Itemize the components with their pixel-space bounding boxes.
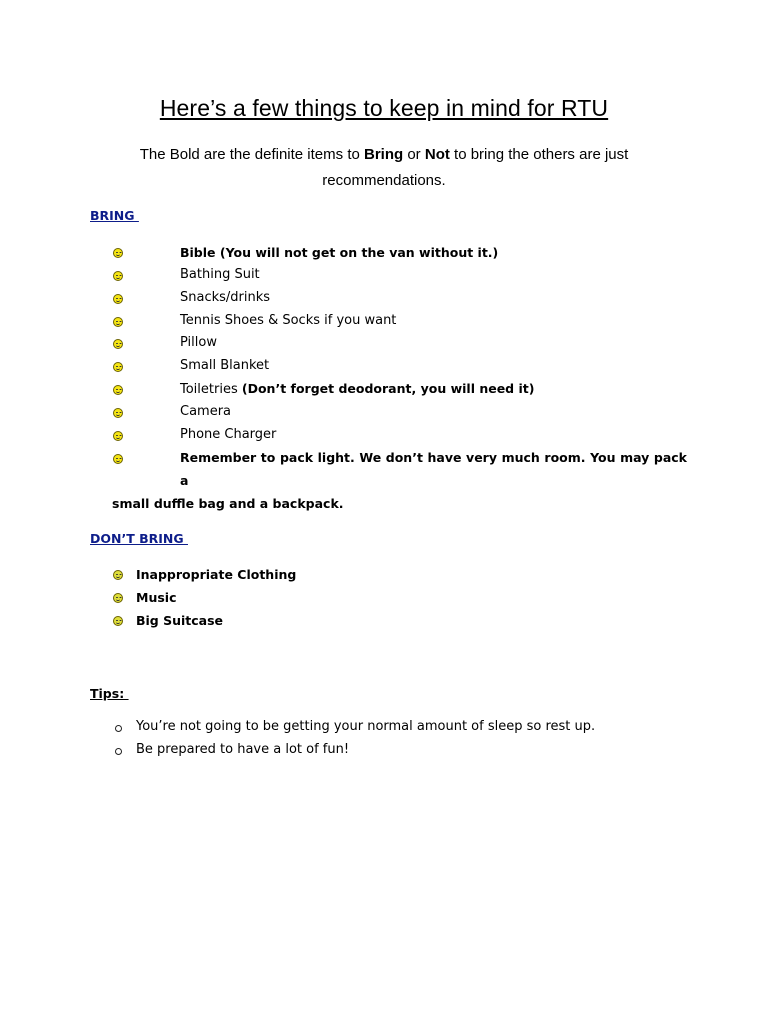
intro-text-2: or — [403, 146, 425, 163]
hollow-circle-icon — [115, 748, 122, 755]
intro-text-3: to bring the others are just recommendations. — [322, 146, 629, 189]
bring-item-pillow: Pillow — [180, 335, 217, 350]
crossed-smiley-icon — [113, 570, 123, 580]
dont-bring-item-clothing: Inappropriate Clothing — [136, 567, 297, 582]
smiley-face-icon — [113, 271, 123, 281]
bring-heading: BRING — [90, 208, 139, 223]
smiley-face-icon — [113, 431, 123, 441]
smiley-face-icon — [113, 339, 123, 349]
crossed-smiley-icon — [113, 616, 123, 626]
bring-item-tennis-shoes: Tennis Shoes & Socks if you want — [180, 313, 397, 328]
dont-bring-heading: DON’T BRING — [90, 531, 188, 546]
bring-item-bible: Bible (You will not get on the van without it.) — [180, 245, 499, 260]
tip-item-sleep: You’re not going to be getting your normal amount of sleep so rest up. — [136, 719, 596, 734]
smiley-face-icon — [113, 408, 123, 418]
smiley-face-icon — [113, 294, 123, 304]
smiley-face-icon — [113, 362, 123, 372]
intro-paragraph — [100, 142, 668, 194]
smiley-face-icon — [113, 385, 123, 395]
dont-bring-item-suitcase: Big Suitcase — [136, 613, 224, 628]
tips-heading: Tips: — [90, 686, 129, 701]
intro-text-1: The Bold are the definite items to — [139, 146, 364, 163]
smiley-face-icon — [113, 317, 123, 327]
bring-item-toiletries — [180, 381, 534, 397]
tip-item-fun: Be prepared to have a lot of fun! — [136, 742, 350, 757]
pack-light-line-2: small duffle bag and a backpack. — [112, 496, 344, 511]
bring-item-camera: Camera — [180, 404, 232, 419]
toiletries-note: (Don’t forget deodorant, you will need it) — [241, 381, 535, 396]
pack-light-line-1: Remember to pack light. We don’t have very much room. You may pack a — [180, 450, 687, 488]
dont-bring-item-music: Music — [136, 590, 177, 605]
crossed-smiley-icon — [113, 593, 123, 603]
intro-bring-word: Bring — [364, 146, 404, 163]
smiley-face-icon — [113, 248, 123, 258]
intro-not-word: Not — [424, 146, 450, 163]
toiletries-label: Toiletries — [180, 382, 242, 397]
bring-pack-light-note — [112, 446, 687, 515]
page-title: Here’s a few things to keep in mind for RTU — [159, 95, 609, 121]
hollow-circle-icon — [115, 725, 122, 732]
bring-item-blanket: Small Blanket — [180, 358, 270, 373]
bring-item-snacks: Snacks/drinks — [180, 290, 271, 305]
bring-item-phone-charger: Phone Charger — [180, 427, 277, 442]
bring-item-bathing-suit: Bathing Suit — [180, 267, 260, 282]
